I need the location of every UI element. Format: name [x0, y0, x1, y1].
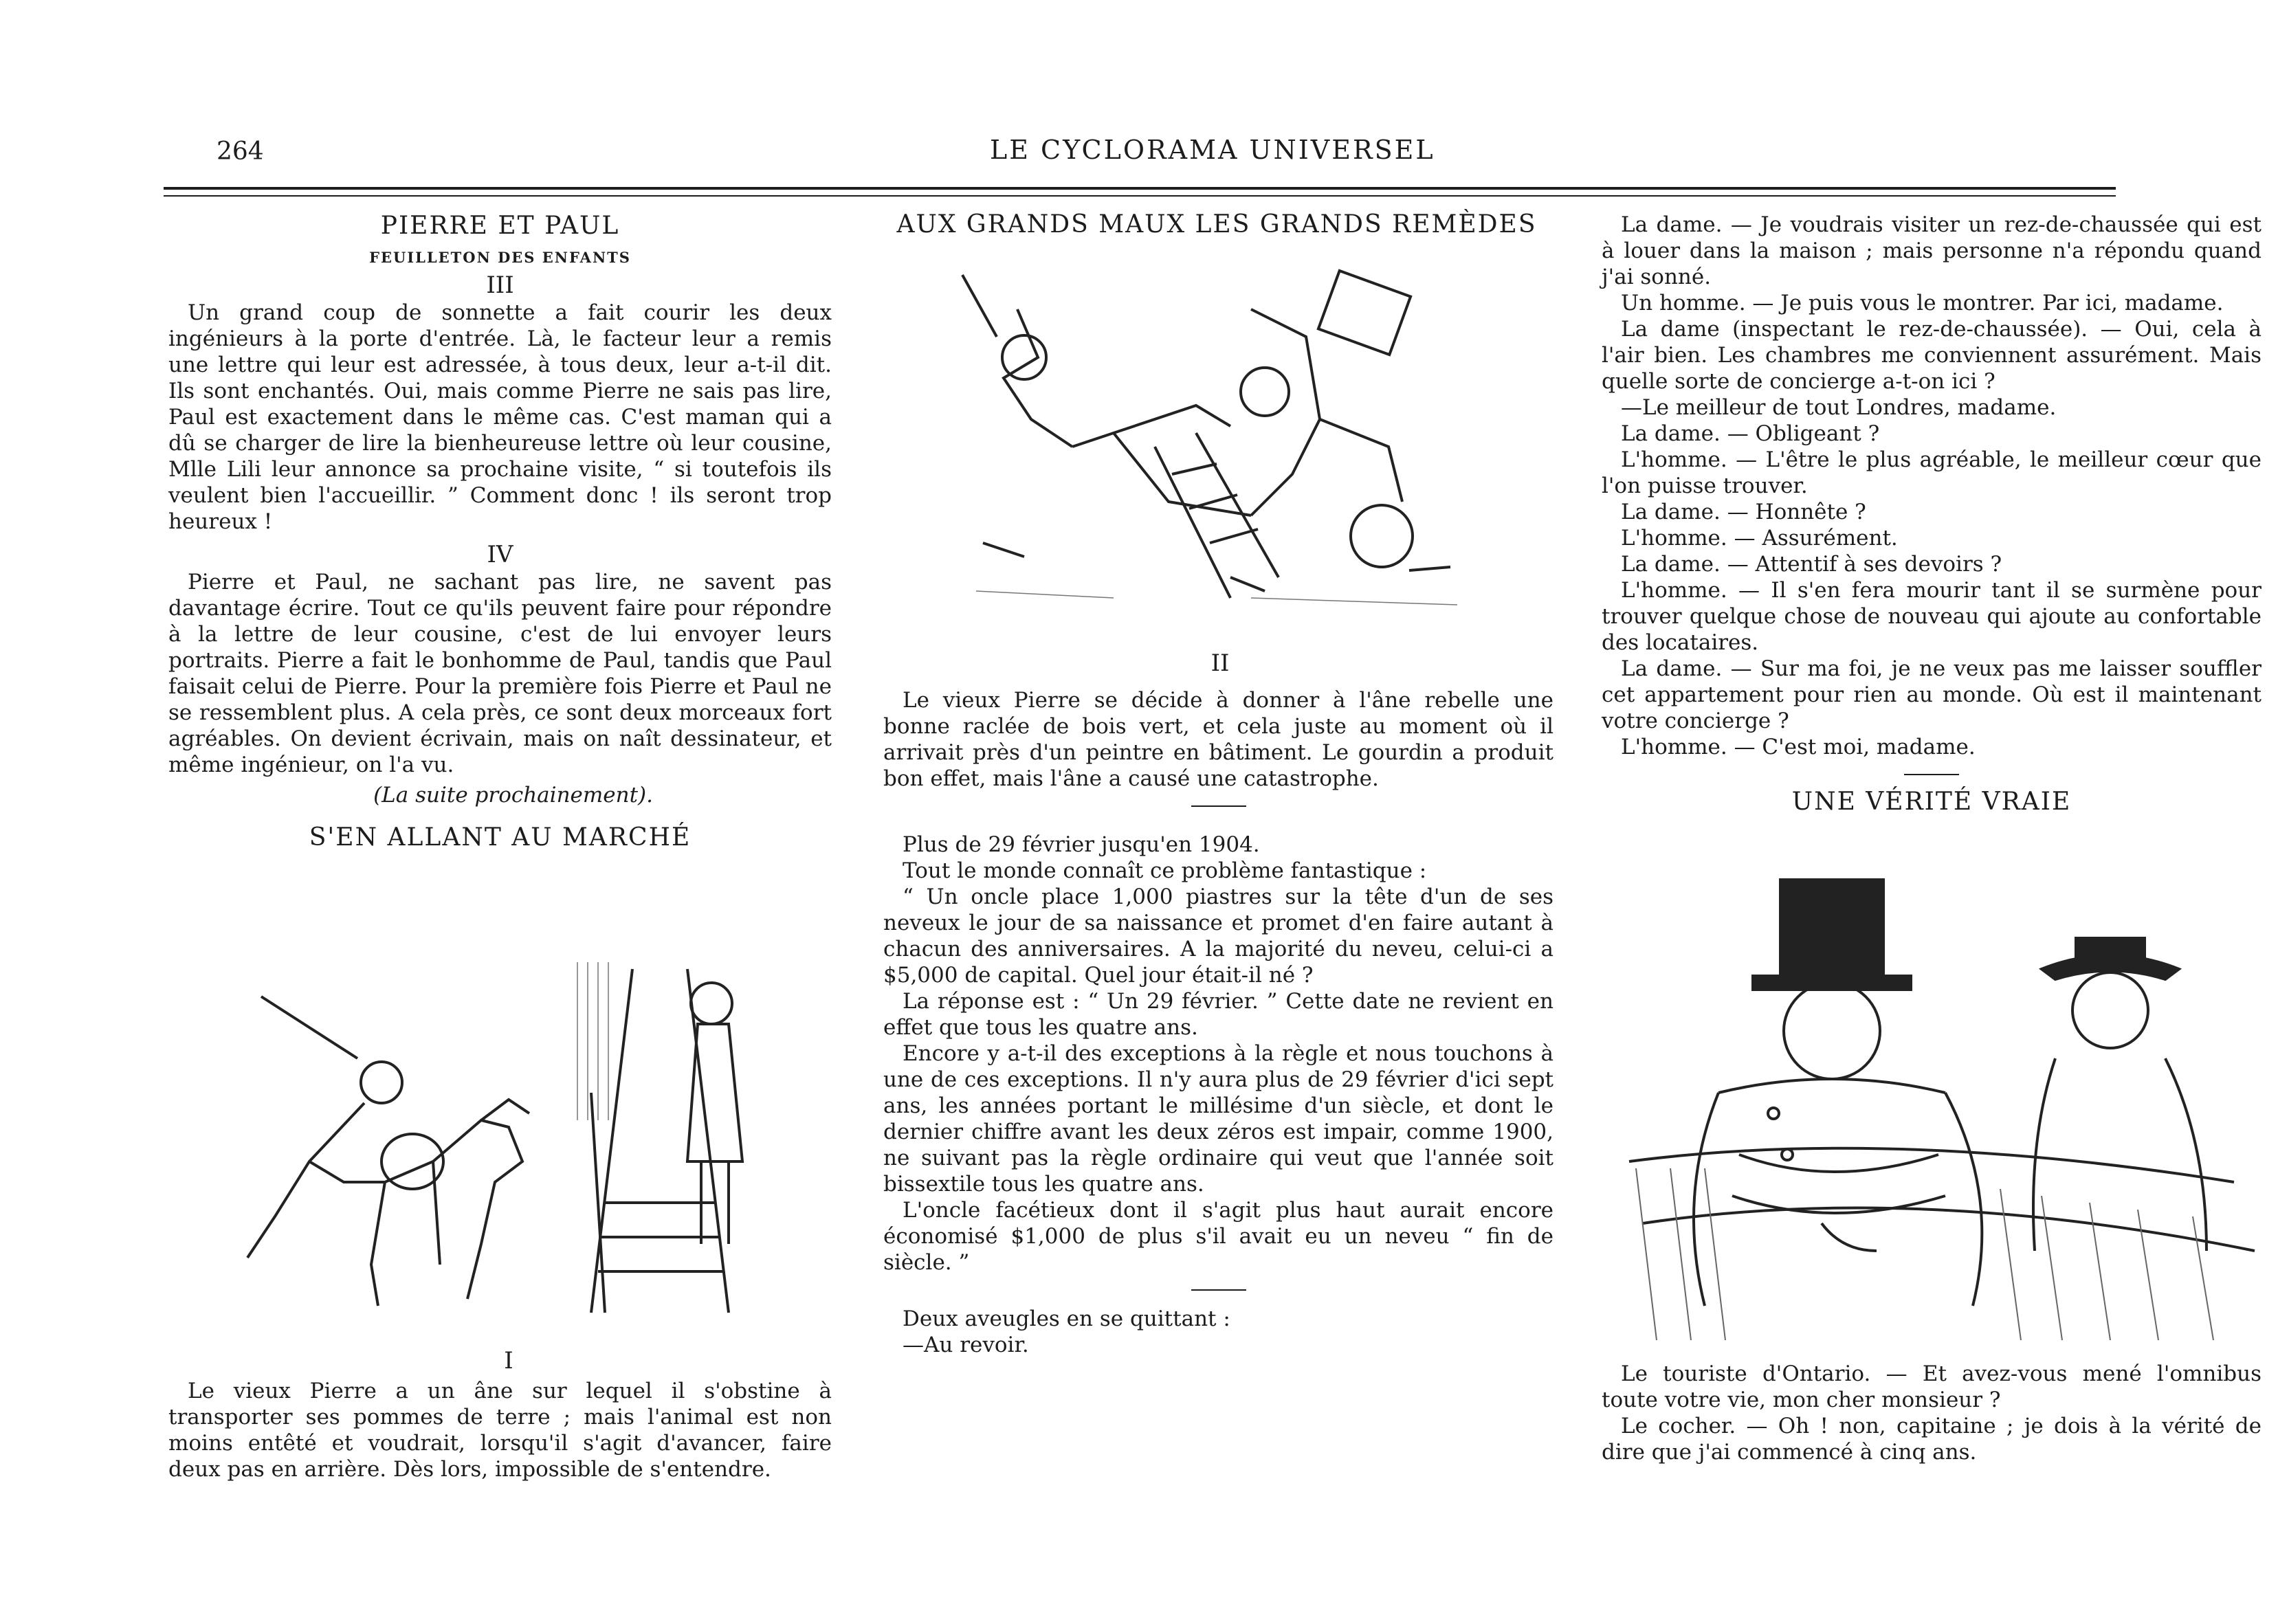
- dialogue-line: La dame (inspectant le rez-de-chaussée). — Oui, cela à l'air bien. Les chambres me conviennent assurément. Mais quelle sorte de concierge a-t-on ici ?: [1602, 317, 2262, 394]
- figure-caption-ii: II: [1210, 649, 1230, 677]
- dialogue-line: La dame. — Honnête ?: [1621, 500, 1866, 524]
- illustration-coachman-tourist: [1615, 866, 2268, 1347]
- column-3-dialogue: [1602, 212, 2262, 815]
- dialogue-line: Le touriste d'Ontario. — Et avez-vous mené l'omnibus toute votre vie, mon cher monsieur ?: [1602, 1361, 2262, 1412]
- story-title: PIERRE ET PAUL: [380, 212, 620, 240]
- dialogue-line: Le cocher. — Oh ! non, capitaine ; je dois à la vérité de dire que j'ai commencé à cinq ans.: [1602, 1414, 2262, 1465]
- paragraph: Plus de 29 février jusqu'en 1904.: [903, 832, 1260, 857]
- paragraph: L'oncle facétieux dont il s'agit plus haut aurait encore économisé $1,000 de plus s'il avait eu un neveu “ fin de siècle. ”: [883, 1198, 1553, 1275]
- dialogue-line: L'homme. — L'être le plus agréable, le meilleur cœur que l'on puisse trouver.: [1602, 447, 2262, 498]
- separator-rule: [1191, 1289, 1246, 1291]
- column-2-title: [876, 212, 1557, 238]
- paragraph: —Au revoir.: [903, 1333, 1029, 1357]
- illustration-ladder-catastrophe: [907, 254, 1526, 639]
- section-heading-iv: IV: [487, 541, 513, 568]
- dialogue-line: La dame. — Je voudrais visiter un rez-de-chaussée qui est à louer dans la maison ; mais personne n'a répondu quand j'ai sonné.: [1602, 212, 2262, 289]
- dialogue-line: L'homme. — C'est moi, madame.: [1621, 735, 1976, 759]
- story-subtitle: FEUILLETON DES ENFANTS: [369, 249, 631, 266]
- illustration-donkey-market: [206, 955, 825, 1340]
- dialogue-line: —Le meilleur de tout Londres, madame.: [1621, 395, 2057, 420]
- dialogue-line: L'homme. — Il s'en fera mourir tant il se surmène pour trouver quelque chose de nouveau qui ajoute au confortable des locataires.: [1602, 578, 2262, 655]
- section-title-verite: UNE VÉRITÉ VRAIE: [1791, 788, 2072, 816]
- paragraph: Tout le monde connaît ce problème fantastique :: [903, 858, 1427, 883]
- page-number: 264: [217, 137, 264, 166]
- separator-rule: [1191, 805, 1246, 807]
- column-1-bottom: [168, 1378, 832, 1482]
- paragraph: Le vieux Pierre a un âne sur lequel il s'obstine à transporter ses pommes de terre ; mais l'animal est non moins entêté et voudrait, lorsqu'il s'agit d'avancer, faire deux pas en arrière. Dès lors, impossible de s'entendre.: [168, 1379, 832, 1482]
- paragraph: Le vieux Pierre se décide à donner à l'âne rebelle une bonne raclée de bois vert, et cela juste au moment où il arrivait près d'un peintre en bâtiment. Le gourdin a produit bon effet, mais l'âne a causé une catastrophe.: [883, 688, 1553, 791]
- separator-rule: [1904, 774, 1959, 775]
- column-1-top: [168, 213, 832, 851]
- paragraph: Deux aveugles en se quittant :: [903, 1306, 1230, 1331]
- paragraph: La réponse est : “ Un 29 février. ” Cette date ne revient en effet que tous les quatre ans.: [883, 989, 1553, 1040]
- column-2-text: [883, 687, 1553, 1358]
- header-rule: [164, 187, 2116, 190]
- paragraph: Pierre et Paul, ne sachant pas lire, ne savent pas davantage écrire. Tout ce qu'ils peuvent faire pour répondre à la lettre de leur cousine, c'est de lui envoyer leurs portraits. Pierre a fait le bonhomme de Paul, tandis que Paul faisait celui de Pierre. Pour la première fois Pierre et Paul ne se ressemblent plus. A cela près, ce sont deux morceaux fort agréables. On devient écrivain, mais on naît dessinateur, et même ingénieur, on l'a vu.: [168, 570, 832, 777]
- dialogue-line: La dame. — Obligeant ?: [1621, 421, 1880, 446]
- masthead-title: LE CYCLORAMA UNIVERSEL: [990, 135, 1435, 165]
- dialogue-line: La dame. — Attentif à ses devoirs ?: [1621, 552, 2002, 577]
- column-3-end: [1602, 1361, 2262, 1465]
- dialogue-line: La dame. — Sur ma foi, je ne veux pas me laisser souffler cet appartement pour rien au monde. Où est il maintenant votre concierge ?: [1602, 656, 2262, 733]
- header-rule-thin: [164, 195, 2116, 197]
- section-title-market: S'EN ALLANT AU MARCHÉ: [309, 823, 692, 852]
- paragraph: “ Un oncle place 1,000 piastres sur la tête d'un de ses neveux le jour de sa naissance et promet d'en faire autant à chacun des anniversaires. A la majorité du neveu, celui-ci a $5,000 de capital. Quel jour était-il né ?: [883, 885, 1553, 988]
- paragraph: Encore y a-t-il des exceptions à la règle et nous touchons à une de ces exceptions. Il n'y aura plus de 29 février d'ici sept ans, les années portant le millésime d'un siècle, et dont le dernier chiffre avant les deux zéros est impair, comme 1900, ne suivant pas la règle ordinaire qui veut que l'année soit bissextile tous les quatre ans.: [883, 1041, 1553, 1197]
- figure-caption-i: I: [504, 1347, 513, 1375]
- paragraph: Un grand coup de sonnette a fait courir les deux ingénieurs à la porte d'entrée. Là, le facteur leur a remis une lettre qui leur est adressée, à tous deux, leur a-t-il dit. Ils sont enchantés. Oui, mais comme Pierre ne sais pas lire, Paul est exactement dans le même cas. C'est maman qui a dû se charger de lire la bienheureuse lettre où leur cousine, Mlle Lili leur annonce sa prochaine visite, “ si toutefois ils veulent bien l'accueillir. ” Comment donc ! ils seront trop heureux !: [168, 300, 832, 534]
- section-title-remedies: AUX GRANDS MAUX LES GRANDS REMÈDES: [896, 210, 1537, 238]
- section-heading-iii: III: [486, 271, 514, 299]
- to-be-continued: (La suite prochainement).: [373, 783, 653, 808]
- dialogue-line: L'homme. — Assurément.: [1621, 526, 1898, 550]
- dialogue-line: Un homme. — Je puis vous le montrer. Par ici, madame.: [1621, 291, 2224, 315]
